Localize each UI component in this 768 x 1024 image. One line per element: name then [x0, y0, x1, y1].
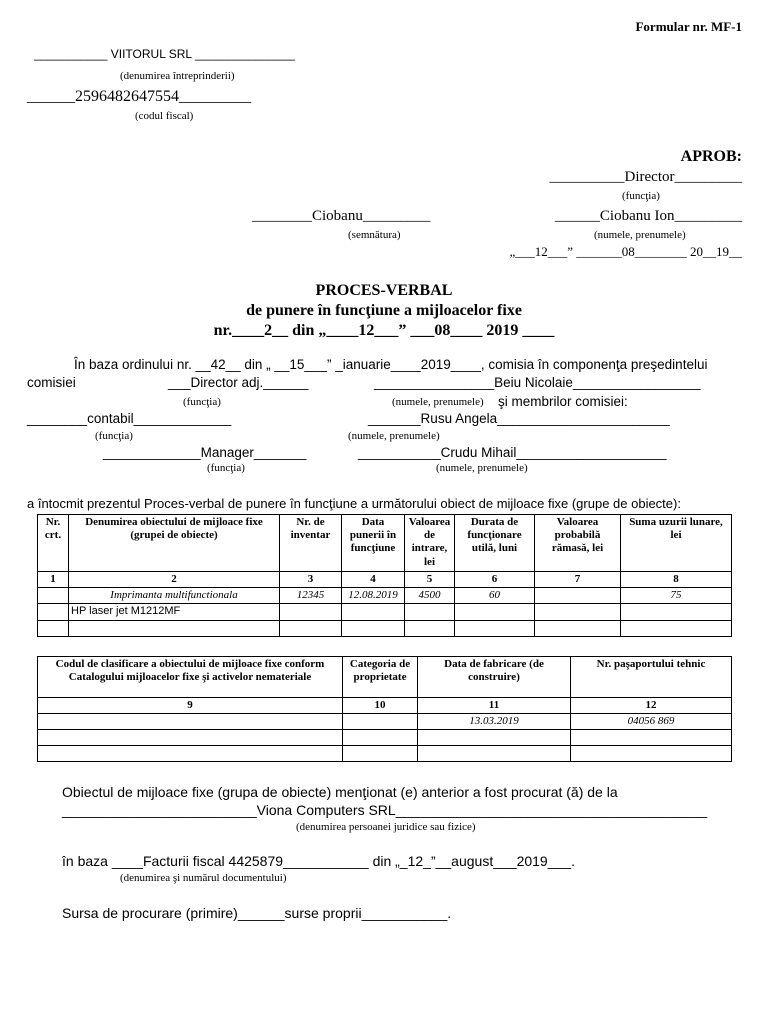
col-number: 3	[280, 572, 342, 588]
cell	[418, 746, 571, 762]
approval-title: APROB:	[680, 148, 742, 165]
cell: 12.08.2019	[342, 588, 405, 604]
cell	[455, 604, 535, 620]
procurement-text: Obiectul de mijloace fixe (grupa de obiecte) menţionat (e) anterior a fost procurat (ă) de la	[62, 784, 618, 800]
member1-function-caption: (funcţia)	[95, 430, 133, 442]
table-row	[38, 588, 732, 604]
table-intro: a întocmit prezentul Proces-verbal de punere în funcţiune a următorului obiect de mijloace fixe (grupe de obiecte):	[27, 496, 681, 511]
classification-table	[37, 656, 732, 762]
col-header-manufacture-date: Data de fabricare (de construire)	[418, 657, 571, 698]
cell	[405, 604, 455, 620]
col-number: 9	[38, 698, 343, 714]
supplier-caption: (denumirea persoanei juridice sau fizice)	[296, 821, 476, 833]
cell	[280, 620, 342, 636]
chair-function-caption: (funcţia)	[183, 396, 221, 408]
col-header-depreciation: Suma uzurii lunare, lei	[621, 515, 732, 572]
col-header-residual: Valoarea probabilă rămasă, lei	[535, 515, 621, 572]
col-number: 10	[343, 698, 418, 714]
cell	[418, 730, 571, 746]
document-number-date: nr.____2__ din „____12___” ___08____ 2019 ____	[213, 322, 555, 339]
approval-name: ______Ciobanu Ion_________	[554, 208, 742, 224]
chair-name-caption: (numele, prenumele)	[392, 396, 484, 408]
approval-date: „___12___” _______08________ 20__19__	[509, 244, 742, 259]
fiscal-code: ______2596482647554_________	[27, 88, 251, 105]
cell: 13.03.2019	[418, 714, 571, 730]
cell	[535, 604, 621, 620]
chair-name: ________________Beiu Nicolaie_________________	[374, 375, 701, 390]
col-number: 8	[621, 572, 732, 588]
approval-function-caption: (funcţia)	[622, 190, 660, 202]
supplier-name: _________________________Viona Computers SRL________________________________________	[62, 802, 708, 818]
member1-name-caption: (numele, prenumele)	[348, 430, 440, 442]
col-header-value: Valoarea de intrare, lei	[405, 515, 455, 572]
cell	[38, 730, 343, 746]
cell	[38, 746, 343, 762]
approval-signature: ________Ciobanu_________	[252, 208, 431, 224]
document-subtitle: de punere în funcţiune a mijloacelor fixe	[246, 302, 522, 319]
procurement-source: Sursa de procurare (primire)______surse proprii___________.	[62, 905, 452, 921]
chair-function: ___Director adj.______	[168, 375, 309, 390]
commission-intro-2: comisiei	[27, 375, 76, 390]
col-header-duration: Durata de funcţionare utilă, luni	[455, 515, 535, 572]
member2-name-caption: (numele, prenumele)	[436, 462, 528, 474]
cell: 04056 869	[571, 714, 732, 730]
col-header-category: Categoria de proprietate	[343, 657, 418, 698]
cell	[455, 620, 535, 636]
col-header-classification: Codul de clasificare a obiectului de mijloace fixe conform Catalogului mijloacelor fixe şi activelor nemateriale	[38, 657, 343, 698]
cell	[342, 620, 405, 636]
cell: 60	[455, 588, 535, 604]
cell	[343, 730, 418, 746]
cell	[69, 620, 280, 636]
cell: HP laser jet M1212MF	[69, 604, 280, 620]
cell	[280, 604, 342, 620]
fixed-assets-table	[37, 514, 732, 637]
cell: 4500	[405, 588, 455, 604]
cell	[343, 746, 418, 762]
enterprise-name: ___________ VIITORUL SRL _______________	[34, 47, 296, 61]
table-row	[38, 746, 732, 762]
cell	[38, 604, 69, 620]
member1-function: ________contabil_____________	[27, 411, 232, 426]
cell: Imprimanta multifunctionala	[69, 588, 280, 604]
cell	[571, 746, 732, 762]
cell	[343, 714, 418, 730]
table-row	[38, 604, 732, 620]
table-row	[38, 620, 732, 636]
document-title: PROCES-VERBAL	[315, 282, 453, 299]
table-row	[38, 730, 732, 746]
approval-name-caption: (numele, prenumele)	[594, 229, 686, 241]
table-row	[38, 714, 732, 730]
cell: 12345	[280, 588, 342, 604]
cell	[342, 604, 405, 620]
col-header-nr: Nr. crt.	[38, 515, 69, 572]
cell	[621, 620, 732, 636]
cell	[38, 588, 69, 604]
approval-function: __________Director_________	[549, 169, 742, 185]
col-number: 5	[405, 572, 455, 588]
commission-intro: În baza ordinului nr. __42__ din „ __15___” _ianuarie____2019____, comisia în componenţa preşedintelui	[74, 357, 708, 372]
col-header-passport: Nr. paşaportului tehnic	[571, 657, 732, 698]
col-number: 7	[535, 572, 621, 588]
col-number: 12	[571, 698, 732, 714]
cell	[38, 620, 69, 636]
cell	[535, 620, 621, 636]
form-number: Formular nr. MF-1	[635, 19, 742, 34]
col-number: 6	[455, 572, 535, 588]
members-label: şi membrilor comisiei:	[498, 394, 628, 409]
cell	[38, 714, 343, 730]
cell	[571, 730, 732, 746]
procurement-basis: în baza ____Facturii fiscal 4425879___________ din „_12_”__august___2019___.	[62, 853, 575, 869]
member1-name: _______Rusu Angela_______________________	[368, 411, 670, 426]
col-header-name: Denumirea obiectului de mijloace fixe (grupei de obiecte)	[69, 515, 280, 572]
cell: 75	[621, 588, 732, 604]
member2-function: _____________Manager_______	[103, 445, 307, 460]
approval-signature-caption: (semnătura)	[348, 229, 401, 241]
enterprise-name-caption: (denumirea întreprinderii)	[120, 70, 235, 82]
col-header-date: Data punerii în funcţiune	[342, 515, 405, 572]
col-number: 1	[38, 572, 69, 588]
col-header-inventory: Nr. de inventar	[280, 515, 342, 572]
member2-function-caption: (funcţia)	[207, 462, 245, 474]
col-number: 11	[418, 698, 571, 714]
basis-caption: (denumirea şi numărul documentului)	[120, 872, 287, 884]
cell	[621, 604, 732, 620]
col-number: 2	[69, 572, 280, 588]
cell	[405, 620, 455, 636]
fiscal-code-caption: (codul fiscal)	[135, 110, 194, 122]
cell	[535, 588, 621, 604]
member2-name: ___________Crudu Mihail____________________	[358, 445, 667, 460]
col-number: 4	[342, 572, 405, 588]
